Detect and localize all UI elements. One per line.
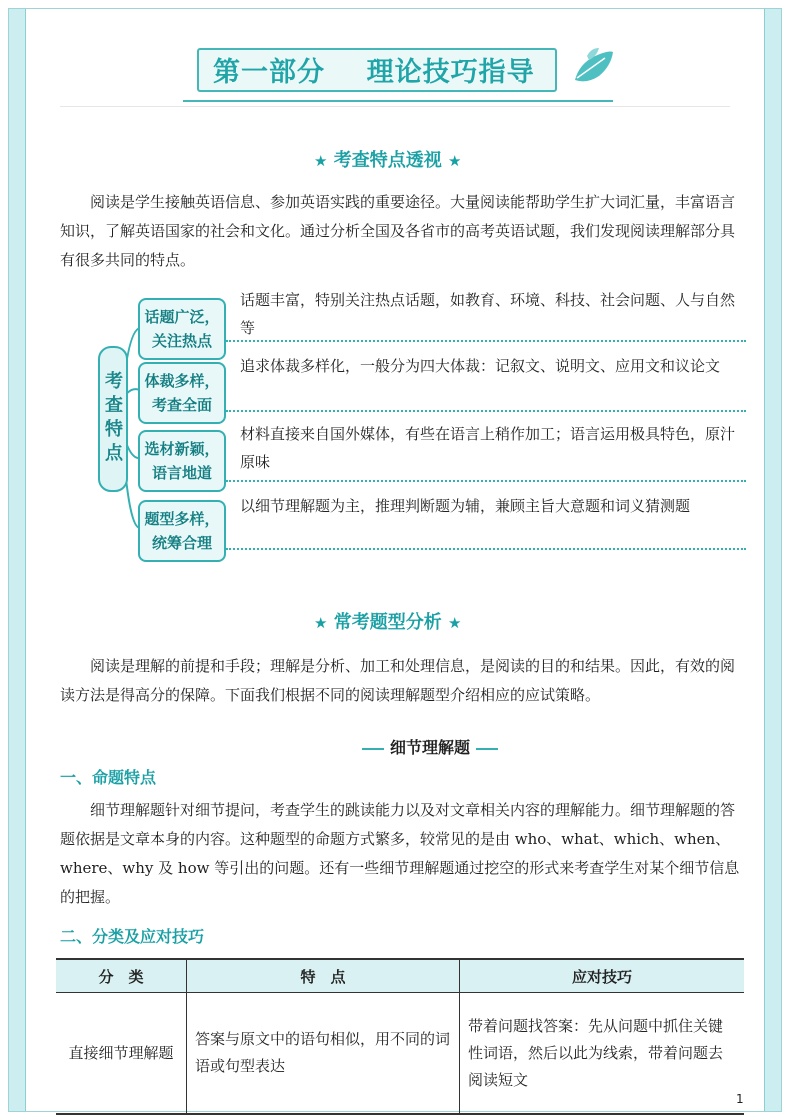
table-header: 特 点 [187,959,460,993]
mindmap-node [138,430,226,492]
mindmap-desc: 以细节理解题为主，推理判断题为辅，兼顾主旨大意题和词义猜测题 [240,497,691,515]
section-title: 常考题型分析 [333,612,442,633]
page-number: 1 [736,1092,744,1106]
node-label: 关注热点 [151,332,212,350]
node-label: 统筹合理 [151,534,212,552]
title-underline [183,100,613,102]
dotted-divider [226,340,746,342]
chapter-title [183,40,623,100]
subheading-classification: 二、分类及应对技巧 [60,927,205,946]
types-paragraph: 阅读是理解的前提和手段；理解是分析、加工和处理信息，是阅读的目的和结果。因此，有效的阅读方法是得高分的保障。下面我们根据不同的阅读理解题型介绍相应的应试策略。 [60,657,736,704]
section-heading-types [314,608,461,634]
detail-section-title [356,735,504,758]
mindmap-node [138,298,226,360]
table-header-row [56,959,744,993]
star-icon: ★ [448,614,462,632]
mindmap-desc: 追求体裁多样化，一般分为四大体裁：记叙文、说明文、应用文和议论文 [240,357,721,375]
dotted-divider [226,480,746,482]
table-header: 应对技巧 [460,959,745,993]
title-rule [362,748,384,750]
section-heading-features [314,146,461,172]
star-icon: ★ [314,152,328,170]
title-rule [476,748,498,750]
mindmap-root [98,346,128,492]
subheading-features: 一、命题特点 [60,768,157,787]
divider [60,106,730,107]
node-label: 考查全面 [151,396,212,414]
star-icon: ★ [448,152,462,170]
mindmap-node [138,362,226,424]
title-text: 第一部分 理论技巧指导 [213,57,535,88]
mindmap-desc: 话题丰富，特别关注热点话题，如教育、环境、科技、社会问题、人与自然等 [240,291,736,337]
node-label: 题型多样， [144,510,220,528]
detail-title-text: 细节理解题 [390,738,471,757]
table-cell: 带着问题找答案：先从问题中抓住关键性词语，然后以此为线索，带着问题去阅读短文 [460,993,745,1115]
strategy-table [56,958,744,1115]
table-row [56,993,744,1115]
mindmap-desc: 材料直接来自国外媒体，有些在语言上稍作加工；语言运用极具特色，原汁原味 [240,425,736,471]
section-title: 考查特点透视 [333,150,442,171]
table-cell: 答案与原文中的语句相似，用不同的词语或句型表达 [187,993,460,1115]
star-icon: ★ [314,614,328,632]
intro-paragraph: 阅读是学生接触英语信息、参加英语实践的重要途径。大量阅读能帮助学生扩大词汇量，丰富语言知识，了解英语国家的社会和文化。通过分析全国及各省市的高考英语试题，我们发现阅读理解部分具有很多共同的特点。 [60,193,736,269]
dotted-divider [226,548,746,550]
dotted-divider [226,410,746,412]
mindmap-root-label: 考查特点 [102,371,123,467]
node-label: 选材新颖， [144,440,220,458]
node-label: 话题广泛， [144,308,220,326]
node-label: 体裁多样， [144,372,220,390]
table-header: 分 类 [56,959,187,993]
mindmap-node [138,500,226,562]
leaf-icon [569,46,617,86]
detail-paragraph: 细节理解题针对细节提问，考查学生的跳读能力以及对文章相关内容的理解能力。细节理解题的答题依据是文章本身的内容。这种题型的命题方式繁多，较常见的是由 who、what、which、when、where、why 及 how 等引出的问题。还有一些细节理解题通过挖空的形式来考查学生对某个细节信息的把握。 [60,801,740,906]
node-label: 语言地道 [151,464,212,482]
table-cell: 直接细节理解题 [56,993,187,1115]
